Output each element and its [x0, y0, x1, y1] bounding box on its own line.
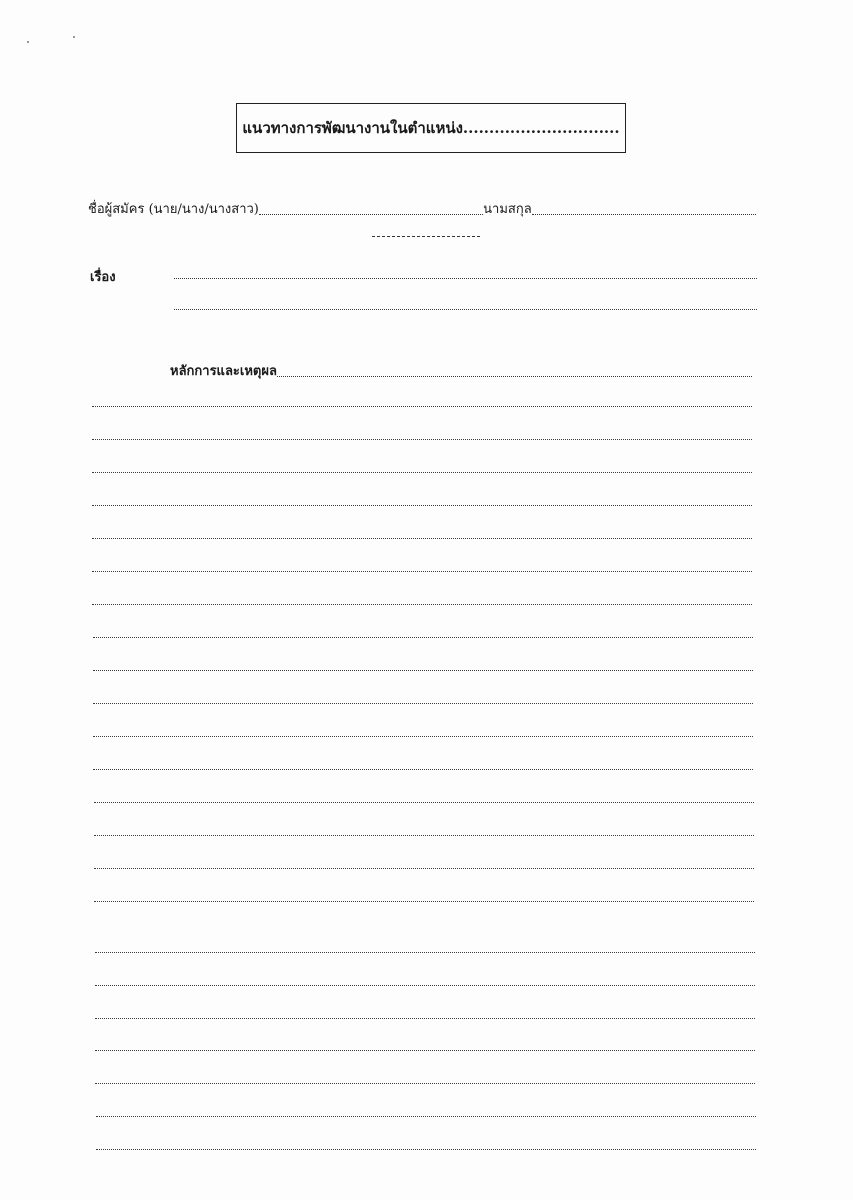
subject-label: เรื่อง	[90, 270, 116, 285]
writing-line[interactable]	[93, 670, 753, 671]
writing-line[interactable]	[93, 769, 753, 770]
writing-line[interactable]	[96, 1149, 756, 1150]
writing-line[interactable]	[95, 985, 755, 986]
writing-line[interactable]	[95, 1018, 755, 1019]
writing-line[interactable]	[92, 571, 752, 572]
subject-line[interactable]	[174, 309, 757, 310]
scan-speck	[73, 36, 75, 38]
writing-line[interactable]	[93, 637, 753, 638]
form-title: แนวทางการพัฒนางานในตำแหน่ง..............................	[242, 119, 620, 137]
rationale-row	[170, 360, 752, 381]
separator-line	[372, 236, 480, 237]
writing-line[interactable]	[92, 505, 752, 506]
writing-line[interactable]	[92, 604, 752, 605]
subject-row	[90, 266, 130, 287]
scan-speck	[27, 41, 29, 43]
rationale-first-line[interactable]	[277, 376, 752, 377]
writing-line[interactable]	[93, 703, 753, 704]
subject-line[interactable]	[174, 278, 757, 279]
writing-line[interactable]	[92, 406, 752, 407]
writing-line[interactable]	[96, 1116, 756, 1117]
writing-line[interactable]	[94, 835, 754, 836]
writing-line[interactable]	[92, 538, 752, 539]
writing-line[interactable]	[92, 439, 752, 440]
surname-field[interactable]	[532, 214, 756, 215]
applicant-row	[88, 198, 756, 219]
writing-line[interactable]	[92, 472, 752, 473]
writing-line[interactable]	[94, 901, 754, 902]
title-box	[236, 103, 626, 153]
writing-line[interactable]	[95, 952, 755, 953]
writing-line[interactable]	[93, 736, 753, 737]
applicant-name-field[interactable]	[259, 214, 483, 215]
writing-line[interactable]	[95, 1083, 755, 1084]
writing-line[interactable]	[95, 1050, 755, 1051]
writing-line[interactable]	[94, 802, 754, 803]
rationale-label: หลักการและเหตุผล	[170, 364, 277, 379]
applicant-label: ชื่อผู้สมัคร (นาย/นาง/นางสาว)	[88, 202, 259, 217]
surname-label: นามสกุล	[483, 202, 532, 217]
writing-line[interactable]	[94, 868, 754, 869]
